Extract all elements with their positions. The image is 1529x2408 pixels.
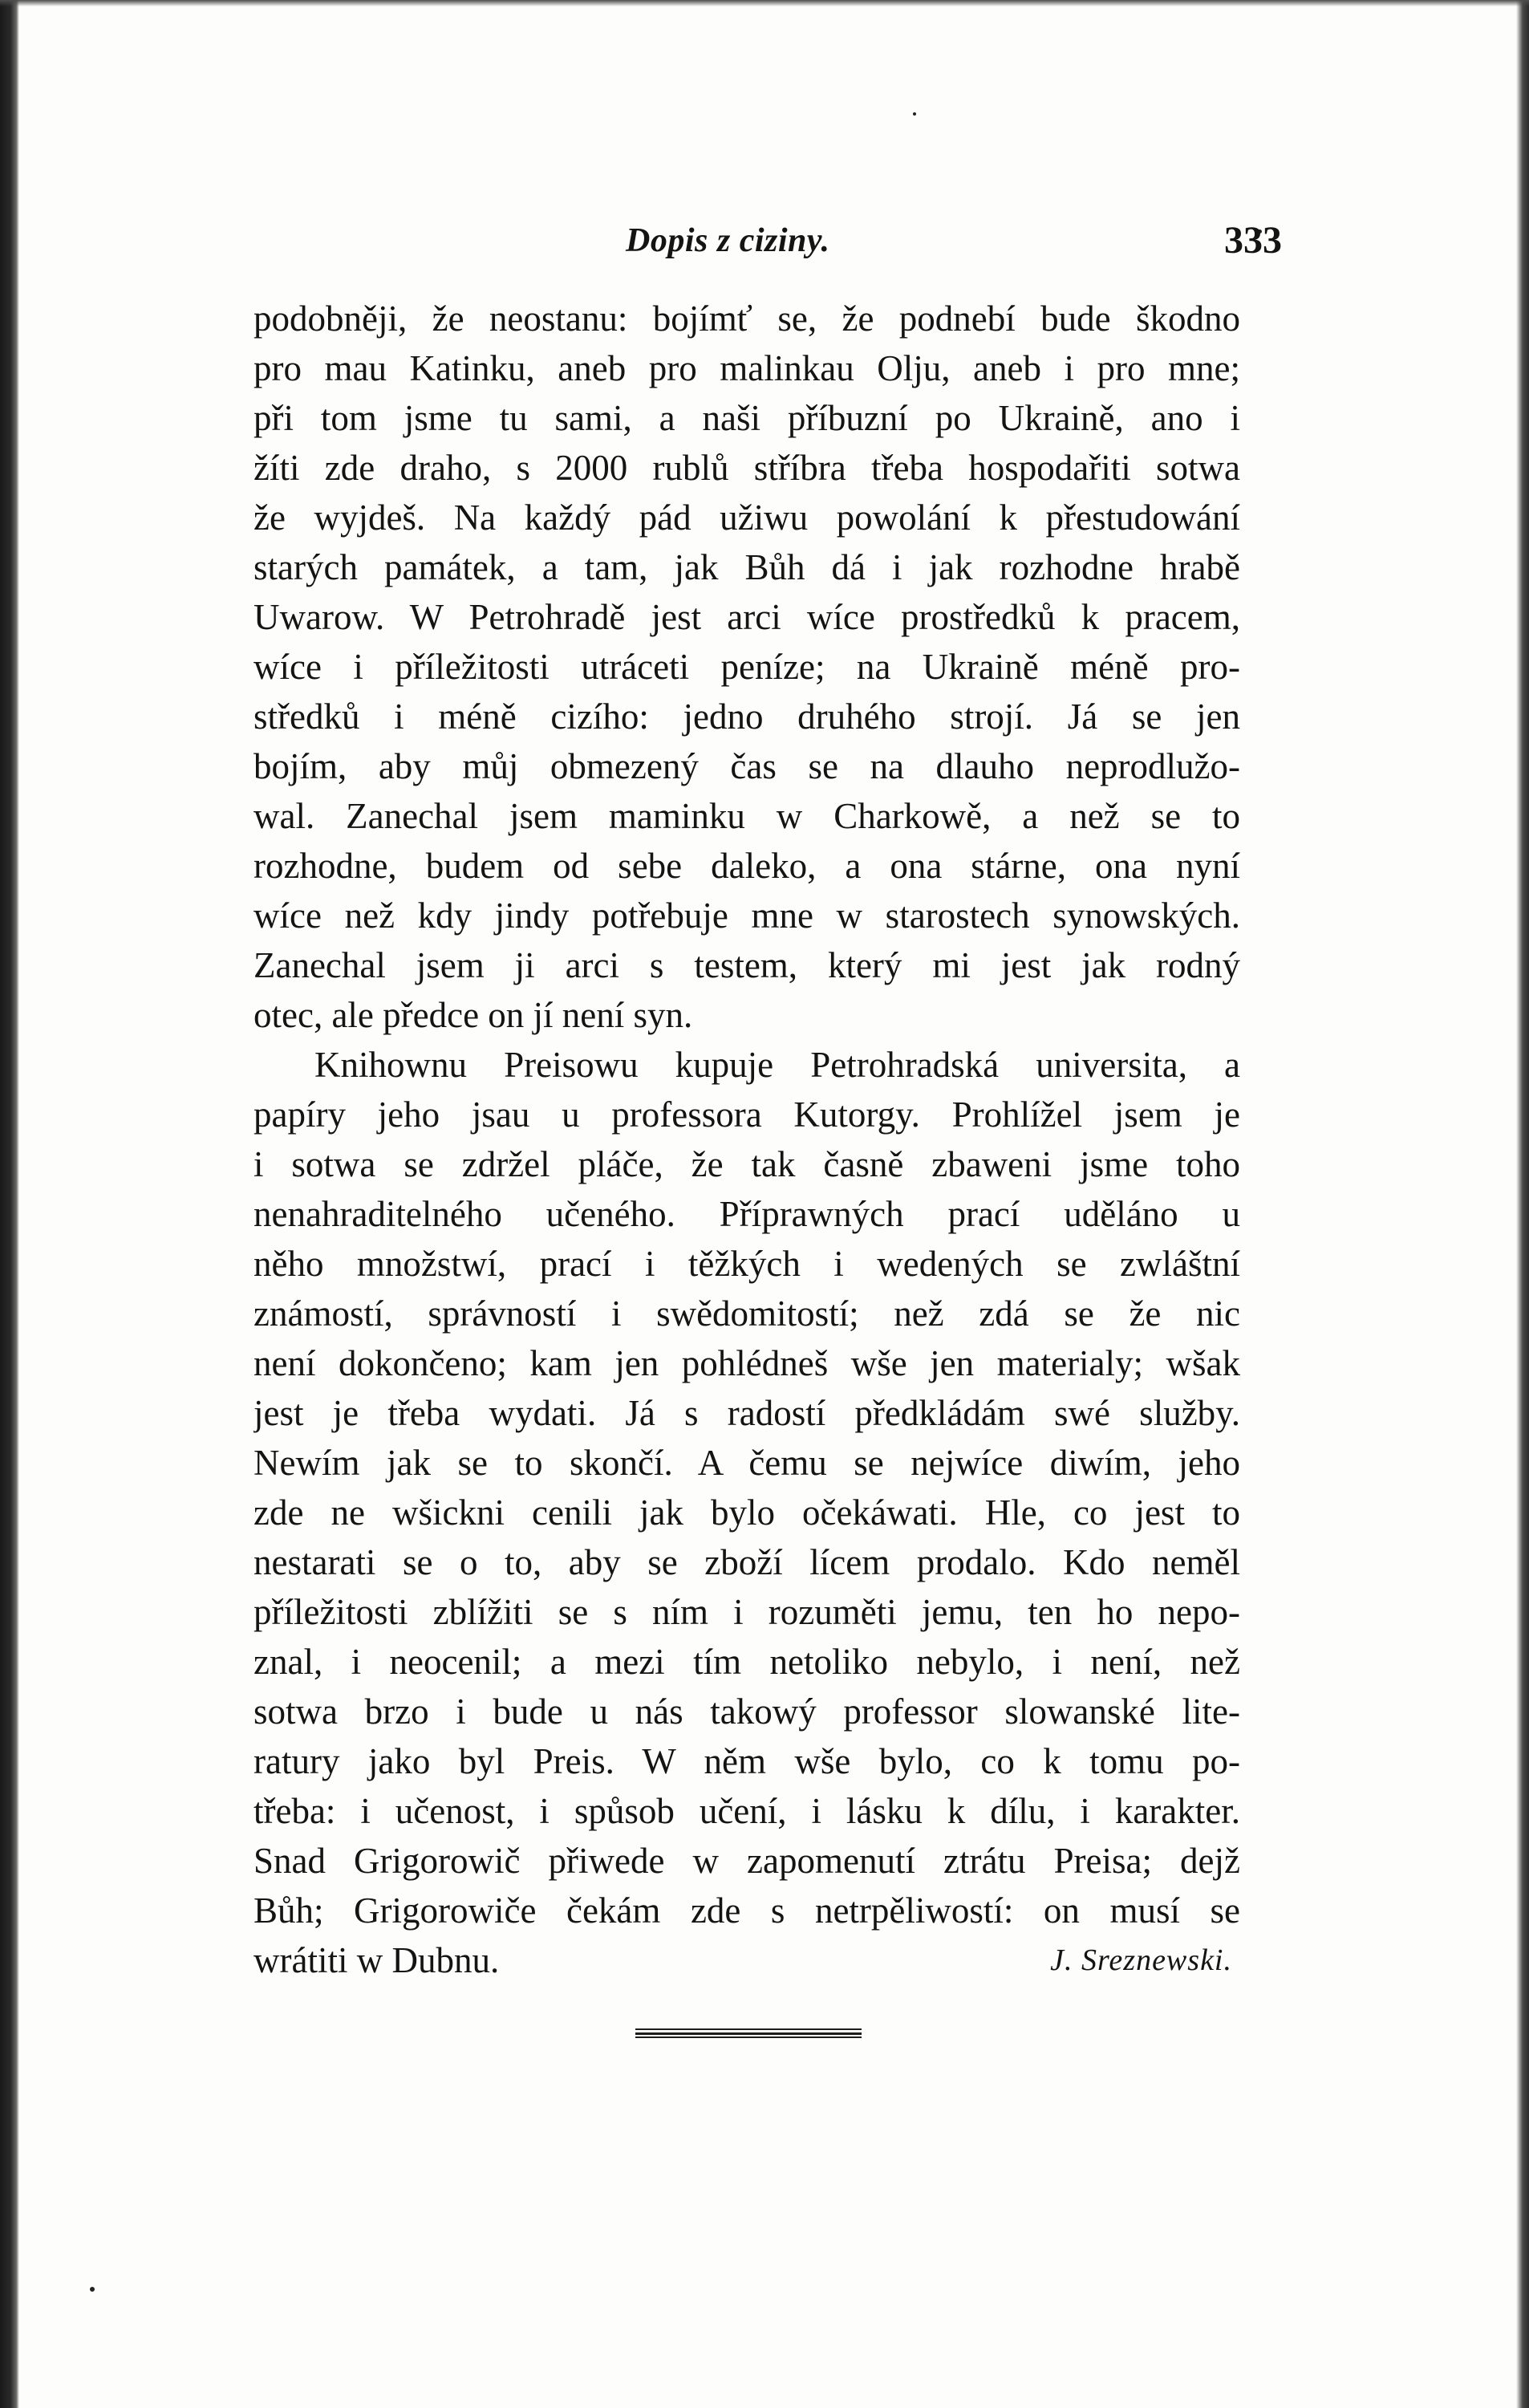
letter-body [253, 294, 1240, 1985]
text-line: žíti zde draho, s 2000 rublů stříbra třeba hospodařiti sotwa [253, 448, 1240, 488]
scan-edge-right [1516, 0, 1529, 2408]
ink-speck [913, 112, 916, 116]
text-line: wíce i příležitosti utráceti peníze; na Ukraině méně pro- [253, 647, 1240, 687]
text-line: znal, i neocenil; a mezi tím netoliko nebylo, i není, než [253, 1642, 1240, 1682]
text-line: sotwa brzo i bude u nás takowý professor slowanské lite- [253, 1691, 1240, 1732]
text-line: wal. Zanechal jsem maminku w Charkowě, a než se to [253, 796, 1240, 836]
text-line: wíce než kdy jindy potřebuje mne w starostech synowských. [253, 895, 1240, 936]
text-line: starých památek, a tam, jak Bůh dá i jak rozhodne hrabě [253, 547, 1240, 587]
text-line: známostí, správností i swědomitostí; než zdá se že nic [253, 1293, 1240, 1334]
rule-line [635, 2036, 862, 2038]
text-line: Newím jak se to skončí. A čemu se nejwíce diwím, jeho [253, 1443, 1240, 1483]
text-line: nestarati se o to, aby se zboží lícem prodalo. Kdo neměl [253, 1542, 1240, 1582]
text-line: bojím, aby můj obmezený čas se na dlauho neprodlužo- [253, 746, 1240, 786]
text-line: pro mau Katinku, aneb pro malinkau Olju, aneb i pro mne; [253, 348, 1240, 388]
text-line: že wyjdeš. Na každý pád užiwu powolání k přestudowání [253, 497, 1240, 538]
section-end-rule [635, 2028, 862, 2038]
text-line: nenahraditelného učeného. Příprawných prací uděláno u [253, 1194, 1240, 1234]
text-line: středků i méně cizího: jedno druhého strojí. Já se jen [253, 696, 1240, 737]
paragraph-start-line: Knihownu Preisowu kupuje Petrohradská universita, a [314, 1045, 1240, 1085]
text-line: papíry jeho jsau u professora Kutorgy. Prohlížel jsem je [253, 1094, 1240, 1135]
text-line: při tom jsme tu sami, a naši příbuzní po Ukraině, ano i [253, 398, 1240, 438]
scan-edge-left [0, 0, 19, 2408]
text-line: zde ne wšickni cenili jak bylo očekáwati. Hle, co jest to [253, 1492, 1240, 1533]
text-line: není dokončeno; kam jen pohlédneš wše jen materialy; wšak [253, 1343, 1240, 1383]
paragraph-end-line: otec, ale předce on jí není syn. [253, 995, 693, 1035]
text-line: třeba: i učenost, i spůsob učení, i lásku k dílu, i karakter. [253, 1791, 1240, 1831]
rule-line [635, 2028, 862, 2030]
author-signature: J. Sreznewski. [1050, 1943, 1232, 1977]
text-line: jest je třeba wydati. Já s radostí předkládám swé služby. [253, 1393, 1240, 1433]
running-title: Dopis z ciziny. [626, 222, 830, 259]
page-number: 333 [1224, 219, 1282, 262]
text-line: příležitosti zblížiti se s ním i rozuměti jemu, ten ho nepo- [253, 1592, 1240, 1632]
text-line: něho množstwí, prací i těžkých i wedených se zwláštní [253, 1244, 1240, 1284]
text-line: Zanechal jsem ji arci s testem, který mi jest jak rodný [253, 945, 1240, 985]
text-line: rozhodne, budem od sebe daleko, a ona stárne, ona nyní [253, 846, 1240, 886]
text-line: Bůh; Grigorowiče čekám zde s netrpěliwostí: on musí se [253, 1890, 1240, 1931]
scan-edge-top [0, 0, 1529, 6]
rule-line [635, 2032, 862, 2035]
closing-line [253, 1935, 1240, 1985]
text-line: Uwarow. W Petrohradě jest arci wíce prostředků k pracem, [253, 597, 1240, 637]
text-line: ratury jako byl Preis. W něm wše bylo, co k tomu po- [253, 1741, 1240, 1781]
page-header [253, 218, 1293, 274]
closing-text: wrátiti w Dubnu. [253, 1940, 500, 1980]
ink-speck [90, 2287, 95, 2292]
text-line: podobněji, že neostanu: bojímť se, že podnebí bude škodno [253, 298, 1240, 339]
text-line: i sotwa se zdržel pláče, že tak časně zbaweni jsme toho [253, 1144, 1240, 1184]
text-line: Snad Grigorowič přiwede w zapomenutí ztrátu Preisa; dejž [253, 1841, 1240, 1881]
